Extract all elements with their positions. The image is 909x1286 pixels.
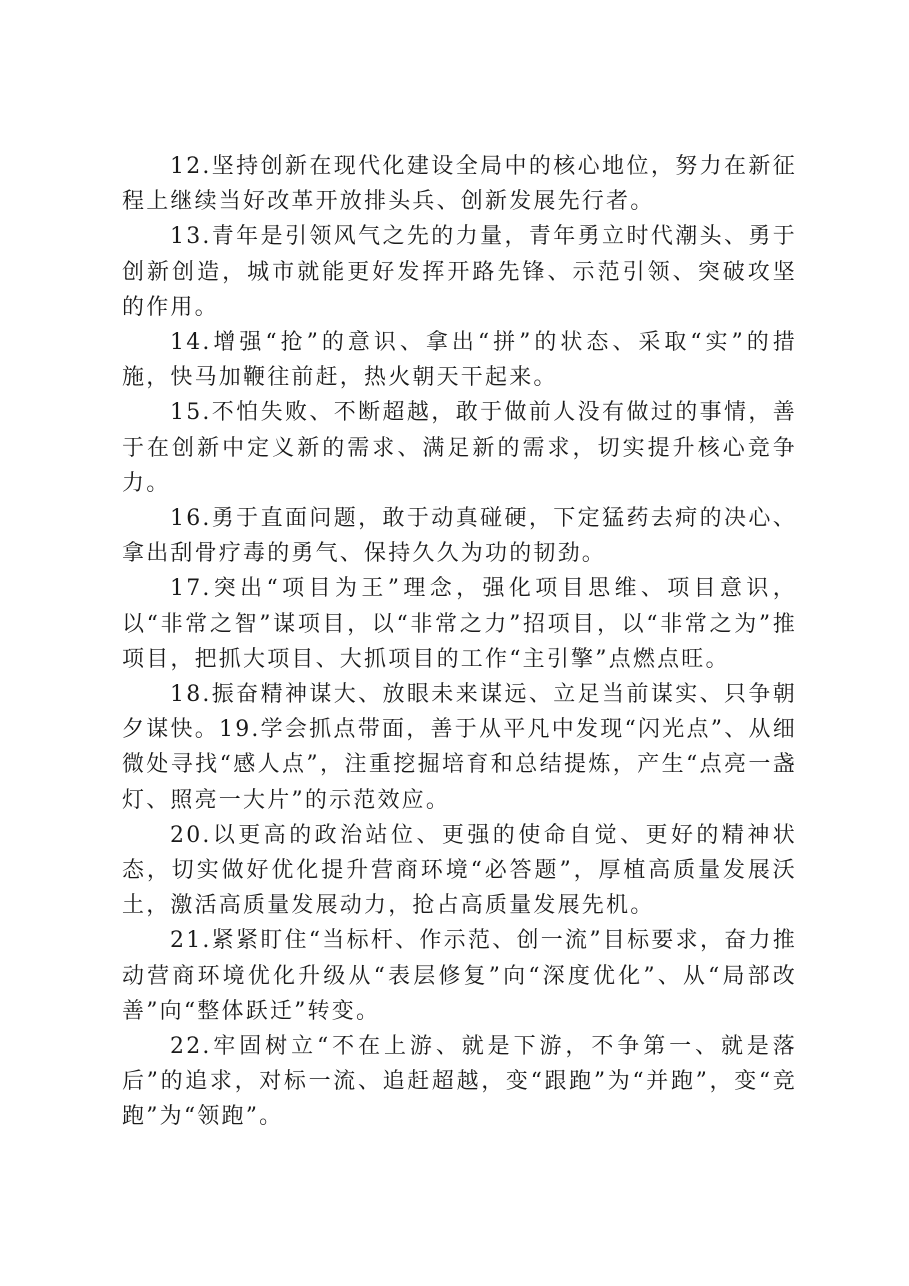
paragraph-13: 13.青年是引领风气之先的力量，青年勇立时代潮头、勇于创新创造，城市就能更好发挥开路先锋、示范引领、突破攻坚的作用。 <box>122 224 797 320</box>
paragraph-16: 16.勇于直面问题，敢于动真碰硬，下定猛药去疴的决心、拿出刮骨疗毒的勇气、保持久久为功的韧劲。 <box>122 506 797 567</box>
paragraph-12: 12.坚持创新在现代化建设全局中的核心地位，努力在新征程上继续当好改革开放排头兵、创新发展先行者。 <box>122 154 797 215</box>
paragraph-18-19: 18.振奋精神谋大、放眼未来谋远、立足当前谋实、只争朝夕谋快。19.学会抓点带面，善于从平凡中发现“闪光点”、从细微处寻找“感人点”，注重挖掘培育和总结提炼，产生“点亮一盏灯、照亮一大片”的示范效应。 <box>122 682 797 813</box>
paragraph-22: 22.牢固树立“不在上游、就是下游，不争第一、就是落后”的追求，对标一流、追赶超越，变“跟跑”为“并跑”，变“竞跑”为“领跑”。 <box>122 1034 797 1130</box>
paragraph-14: 14.增强“抢”的意识、拿出“拼”的状态、采取“实”的措施，快马加鞭往前赶，热火朝天干起来。 <box>122 330 797 391</box>
paragraph-17: 17.突出“项目为王”理念，强化项目思维、项目意识，以“非常之智”谋项目，以“非常之力”招项目，以“非常之为”推项目，把抓大项目、大抓项目的工作“主引擎”点燃点旺。 <box>122 576 797 672</box>
paragraph-20: 20.以更高的政治站位、更强的使命自觉、更好的精神状态，切实做好优化提升营商环境“必答题”，厚植高质量发展沃土，激活高质量发展动力，抢占高质量发展先机。 <box>122 822 797 919</box>
paragraph-21: 21.紧紧盯住“当标杆、作示范、创一流”目标要求，奋力推动营商环境优化升级从“表层修复”向“深度优化”、从“局部改善”向“整体跃迁”转变。 <box>122 928 797 1024</box>
paragraph-15: 15.不怕失败、不断超越，敢于做前人没有做过的事情，善于在创新中定义新的需求、满足新的需求，切实提升核心竞争力。 <box>122 400 797 496</box>
document-body <box>122 149 797 1135</box>
